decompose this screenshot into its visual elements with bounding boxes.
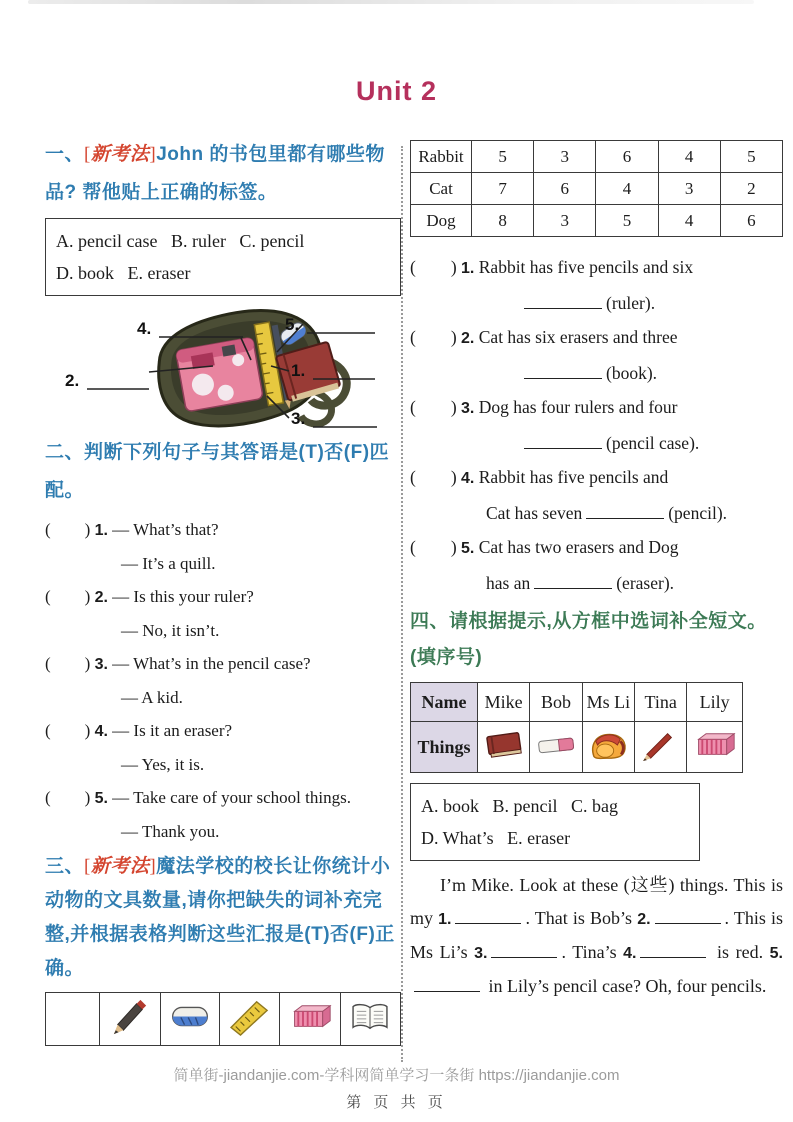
ruler-cell: [220, 993, 280, 1046]
name-things-table: [410, 682, 743, 773]
answer-blank: [455, 909, 521, 924]
pencil-icon: [108, 998, 152, 1036]
figure-label-5: 5.: [285, 315, 300, 334]
new-method-badge: [新考法]: [84, 144, 157, 165]
section2-dialogues: [45, 513, 401, 848]
thing-cell: [582, 722, 634, 773]
answer-blank: [524, 294, 602, 309]
stats-cell: 6: [720, 205, 782, 237]
empty-cell: [46, 993, 100, 1046]
name-cell: Mike: [478, 683, 530, 722]
figure-label-2: 2.: [65, 371, 80, 390]
answer-parentheses: ( ): [410, 257, 457, 277]
section3-heading: [45, 850, 401, 986]
answer-text: — It’s a quill.: [121, 554, 216, 573]
answer-parentheses: ( ): [45, 721, 91, 740]
section2-number: 二、: [45, 442, 85, 463]
table-row: [411, 205, 783, 237]
figure-label-3: 3.: [291, 409, 306, 428]
section1-heading: [45, 136, 401, 212]
left-column: [45, 136, 401, 1046]
stats-cell: 8: [472, 205, 534, 237]
question-text: — What’s that?: [112, 520, 219, 539]
row-label: Cat: [411, 173, 472, 205]
section2-text: 判断下列句子与其答语是(T)否(F)匹配。: [45, 442, 390, 501]
question-text: — Take care of your school things.: [112, 788, 351, 807]
column-divider: [401, 146, 403, 1062]
things-header: Things: [411, 722, 478, 773]
section4-number: 四、: [410, 611, 450, 632]
row-label: Dog: [411, 205, 472, 237]
backpack-body-icon: [150, 298, 345, 430]
right-column: [410, 140, 783, 1003]
watermark-text: 简单街-jiandanjie.com-学科网简单学习一条街 https://jiandanjie.com: [173, 1067, 620, 1084]
word-bank-line1: A. book B. pencil C. bag: [421, 796, 618, 816]
statement-item: ( ) 1. Rabbit has five pencils and six (ruler).: [410, 257, 694, 313]
statement-item: ( ) 2. Cat has six erasers and three (book).: [410, 327, 678, 383]
stats-cell: 5: [596, 205, 658, 237]
dialogue-item: ( ) 3. — What’s in the pencil case? — A kid.: [45, 647, 401, 714]
answer-parentheses: ( ): [45, 587, 91, 606]
statement-item: ( ) 3. Dog has four rulers and four (pencil case).: [410, 397, 700, 453]
answer-parentheses: ( ): [410, 397, 457, 417]
animal-stats-table: [410, 140, 783, 237]
pencil-case-icon: [287, 1002, 334, 1032]
figure-label-1: 1.: [291, 361, 306, 380]
page-footer: [0, 1064, 793, 1112]
dialogue-item: ( ) 4. — Is it an eraser? — Yes, it is.: [45, 714, 401, 781]
answer-blank: [586, 504, 664, 519]
answer-parentheses: ( ): [410, 467, 457, 487]
section4-heading: [410, 604, 783, 676]
school-bag-icon: [586, 728, 630, 762]
open-book-icon: [348, 1001, 392, 1033]
hint-word: (pencil).: [668, 503, 728, 523]
table-row: [411, 173, 783, 205]
cloze-passage: I’m Mike. Look at these (这些) things. This is my 1. . That is Bob’s 2. . This is Ms Li’s 3. . Tina’s 4. is red. 5. in Lily’s pencil case? Oh, four pencils.: [410, 875, 783, 996]
figure-label-4: 4.: [137, 319, 152, 338]
red-book-icon: [482, 729, 526, 761]
row-label: Rabbit: [411, 141, 472, 173]
section3-text: 魔法学校的校长让你统计小动物的文具数量,请你把缺失的词补充完整,并根据表格判断这些汇报是(T)否(F)正确。: [45, 856, 395, 979]
section3-statements: [410, 250, 783, 600]
word-bank-line2: D. book E. eraser: [56, 263, 191, 283]
table-row: [411, 141, 783, 173]
backpack-figure: [45, 298, 401, 430]
thing-cell: [478, 722, 530, 773]
stats-cell: 6: [534, 173, 596, 205]
hint-word: (pencil case).: [606, 433, 700, 453]
stats-cell: 5: [472, 141, 534, 173]
pencil-case-icon: [691, 730, 738, 760]
stats-cell: 3: [534, 141, 596, 173]
table-row: [411, 722, 743, 773]
scan-artifact: [28, 0, 754, 4]
section1-number: 一、: [45, 144, 85, 165]
question-text: — Is this your ruler?: [112, 587, 254, 606]
answer-blank: [414, 977, 480, 992]
name-cell: Tina: [634, 683, 686, 722]
page-title: Unit 2: [355, 76, 437, 106]
answer-text: — A kid.: [121, 688, 183, 707]
stats-cell: 6: [596, 141, 658, 173]
dialogue-item: ( ) 2. — Is this your ruler? — No, it isn’t.: [45, 580, 401, 647]
answer-blank: [640, 943, 706, 958]
answer-parentheses: ( ): [410, 537, 457, 557]
thing-cell: [530, 722, 582, 773]
dialogue-item: ( ) 1. — What’s that? — It’s a quill.: [45, 513, 401, 580]
name-cell: Lily: [687, 683, 743, 722]
answer-parentheses: ( ): [45, 520, 91, 539]
answer-parentheses: ( ): [45, 788, 91, 807]
name-cell: Ms Li: [582, 683, 634, 722]
name-header: Name: [411, 683, 478, 722]
answer-parentheses: ( ): [410, 327, 457, 347]
red-pencil-icon: [639, 728, 683, 762]
pencil-case-icon: [176, 337, 264, 412]
eraser-cell: [160, 993, 220, 1046]
answer-text: — No, it isn’t.: [121, 621, 220, 640]
answer-blank: [655, 909, 721, 924]
question-text: — Is it an eraser?: [112, 721, 233, 740]
stats-cell: 5: [720, 141, 782, 173]
stats-cell: 4: [658, 141, 720, 173]
statement-item: ( ) 4. Rabbit has five pencils and Cat has seven (pencil).: [410, 467, 728, 523]
pencil-cell: [100, 993, 160, 1046]
answer-parentheses: ( ): [45, 654, 91, 673]
stats-cell: 7: [472, 173, 534, 205]
pink-eraser-icon: [534, 732, 578, 757]
answer-blank: [524, 364, 602, 379]
hint-word: (ruler).: [606, 293, 656, 313]
stats-cell: 3: [534, 205, 596, 237]
answer-text: — Thank you.: [121, 822, 220, 841]
answer-blank: [491, 943, 557, 958]
name-cell: Bob: [530, 683, 582, 722]
answer-blank: [534, 574, 612, 589]
dialogue-item: ( ) 5. — Take care of your school things. — Thank you.: [45, 781, 401, 848]
backpack-illustration: [45, 298, 401, 430]
hint-word: (book).: [606, 363, 658, 383]
word-bank-line1: A. pencil case B. ruler C. pencil: [56, 231, 305, 251]
stats-cell: 4: [658, 205, 720, 237]
thing-cell: [687, 722, 743, 773]
answer-blank: [524, 434, 602, 449]
stats-cell: 4: [596, 173, 658, 205]
new-method-badge: [新考法]: [84, 856, 157, 877]
page-number-text: 第 页 共 页: [346, 1094, 447, 1111]
section4-text: 请根据提示,从方框中选词补全短文。(填序号): [410, 611, 767, 668]
ruler-icon: [228, 998, 272, 1036]
stats-cell: 3: [658, 173, 720, 205]
eraser-icon: [169, 1001, 211, 1032]
section4-word-bank: [410, 783, 700, 861]
pencil-case-cell: [280, 993, 340, 1046]
section2-heading: [45, 434, 401, 510]
word-bank-line2: D. What’s E. eraser: [421, 828, 571, 848]
thing-cell: [634, 722, 686, 773]
answer-text: — Yes, it is.: [121, 755, 205, 774]
statement-item: ( ) 5. Cat has two erasers and Dog has an (eraser).: [410, 537, 679, 593]
hint-word: (eraser).: [616, 573, 675, 593]
section1-word-bank: [45, 218, 401, 296]
table-row: [411, 683, 743, 722]
stats-cell: 2: [720, 173, 782, 205]
open-book-cell: [340, 993, 400, 1046]
question-text: — What’s in the pencil case?: [112, 654, 311, 673]
stationery-icon-table: [45, 992, 401, 1046]
section1-text: John 的书包里都有哪些物品? 帮他贴上正确的标签。: [45, 144, 385, 203]
section3-number: 三、: [45, 856, 85, 877]
